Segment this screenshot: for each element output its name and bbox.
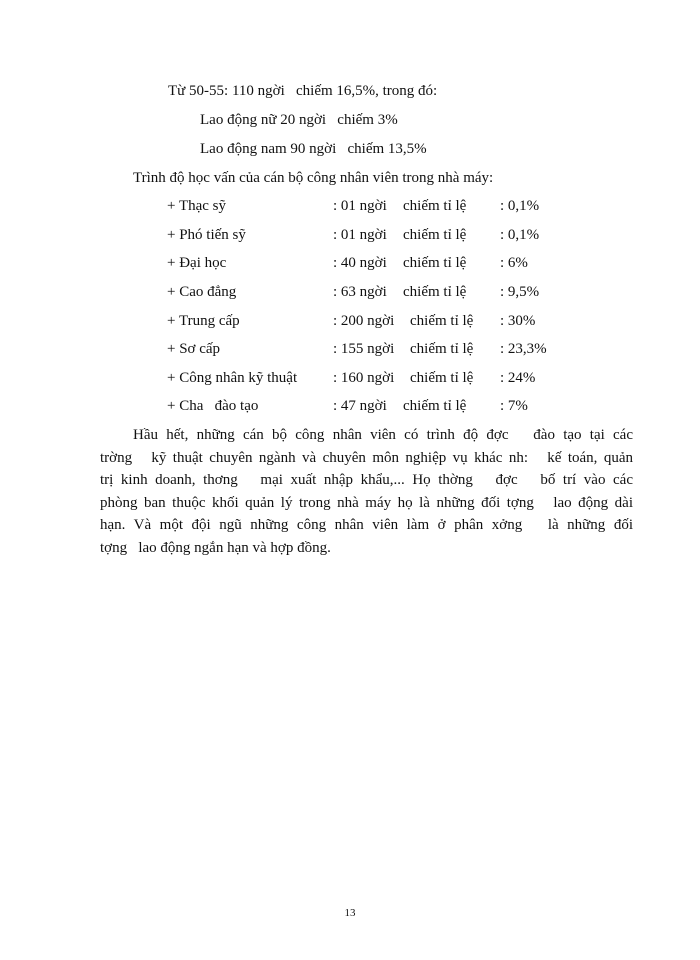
education-count: : 01 ngời — [333, 227, 387, 243]
body-paragraph — [100, 424, 633, 559]
education-ratio-label: chiếm tỉ lệ — [403, 284, 467, 300]
paragraph-line: Hầu hết, những cán bộ công nhân viên có trình độ đợc đào tạo tại các — [133, 427, 633, 443]
education-percent: : 9,5% — [500, 284, 540, 300]
education-row — [0, 197, 700, 217]
education-percent: : 23,3% — [500, 341, 547, 357]
education-row — [0, 283, 700, 303]
education-count: : 160 ngời — [333, 370, 395, 386]
education-row — [0, 369, 700, 389]
paragraph-line: hạn. Và một đội ngũ những công nhân viên làm ở phân xởng là những đối — [100, 517, 633, 533]
education-percent: : 7% — [500, 398, 528, 414]
education-count: : 155 ngời — [333, 341, 395, 357]
education-level: + Đại học — [167, 255, 227, 271]
education-count: : 63 ngời — [333, 284, 387, 300]
page-number: 13 — [344, 907, 356, 919]
education-percent: : 30% — [500, 313, 536, 329]
education-level: + Phó tiến sỹ — [167, 227, 246, 243]
paragraph-line: phòng ban thuộc khối quản lý trong nhà máy họ là những đối tợng lao động dài — [100, 494, 633, 511]
education-ratio-label: chiếm tỉ lệ — [403, 198, 467, 214]
education-count: : 47 ngời — [333, 398, 387, 414]
education-count: : 40 ngời — [333, 255, 387, 271]
education-percent: : 24% — [500, 370, 536, 386]
education-ratio-label: chiếm tỉ lệ — [403, 398, 467, 414]
education-percent: : 6% — [500, 255, 528, 271]
education-count: : 01 ngời — [333, 198, 387, 214]
education-ratio-label: chiếm tỉ lệ — [403, 227, 467, 243]
education-level: + Cao đẳng — [167, 284, 237, 300]
education-ratio-label: chiếm tỉ lệ — [410, 313, 474, 329]
paragraph-line: trờng kỹ thuật chuyên ngành và chuyên môn nghiệp vụ khác nh: kế toán, quản — [100, 449, 633, 466]
education-percent: : 0,1% — [500, 227, 540, 243]
paragraph-line: trị kinh doanh, thơng mại xuất nhập khẩu,... Họ thờng đợc bố trí vào các — [100, 472, 633, 488]
education-percent: : 0,1% — [500, 198, 540, 214]
intro-line-male: Lao động nam 90 ngời chiếm 13,5% — [200, 141, 427, 157]
education-count: : 200 ngời — [333, 313, 395, 329]
education-level: + Công nhân kỹ thuật — [167, 370, 298, 386]
education-ratio-label: chiếm tỉ lệ — [403, 255, 467, 271]
education-level: + Trung cấp — [167, 313, 240, 329]
education-ratio-label: chiếm tỉ lệ — [410, 370, 474, 386]
education-heading: Trình độ học vấn của cán bộ công nhân viên trong nhà máy: — [133, 170, 494, 186]
education-ratio-label: chiếm tỉ lệ — [410, 341, 474, 357]
education-level: + Thạc sỹ — [167, 198, 227, 214]
education-row — [0, 226, 700, 246]
intro-line-age-group: Từ 50-55: 110 ngời chiếm 16,5%, trong đó: — [168, 83, 438, 99]
education-row — [0, 397, 700, 417]
education-row — [0, 340, 700, 360]
education-row — [0, 312, 700, 332]
education-row — [0, 254, 700, 274]
education-level: + Sơ cấp — [167, 341, 221, 357]
paragraph-line: tợng lao động ngắn hạn và hợp đồng. — [100, 539, 331, 556]
intro-line-female: Lao động nữ 20 ngời chiếm 3% — [200, 112, 398, 128]
education-level: + Cha đào tạo — [167, 398, 259, 414]
